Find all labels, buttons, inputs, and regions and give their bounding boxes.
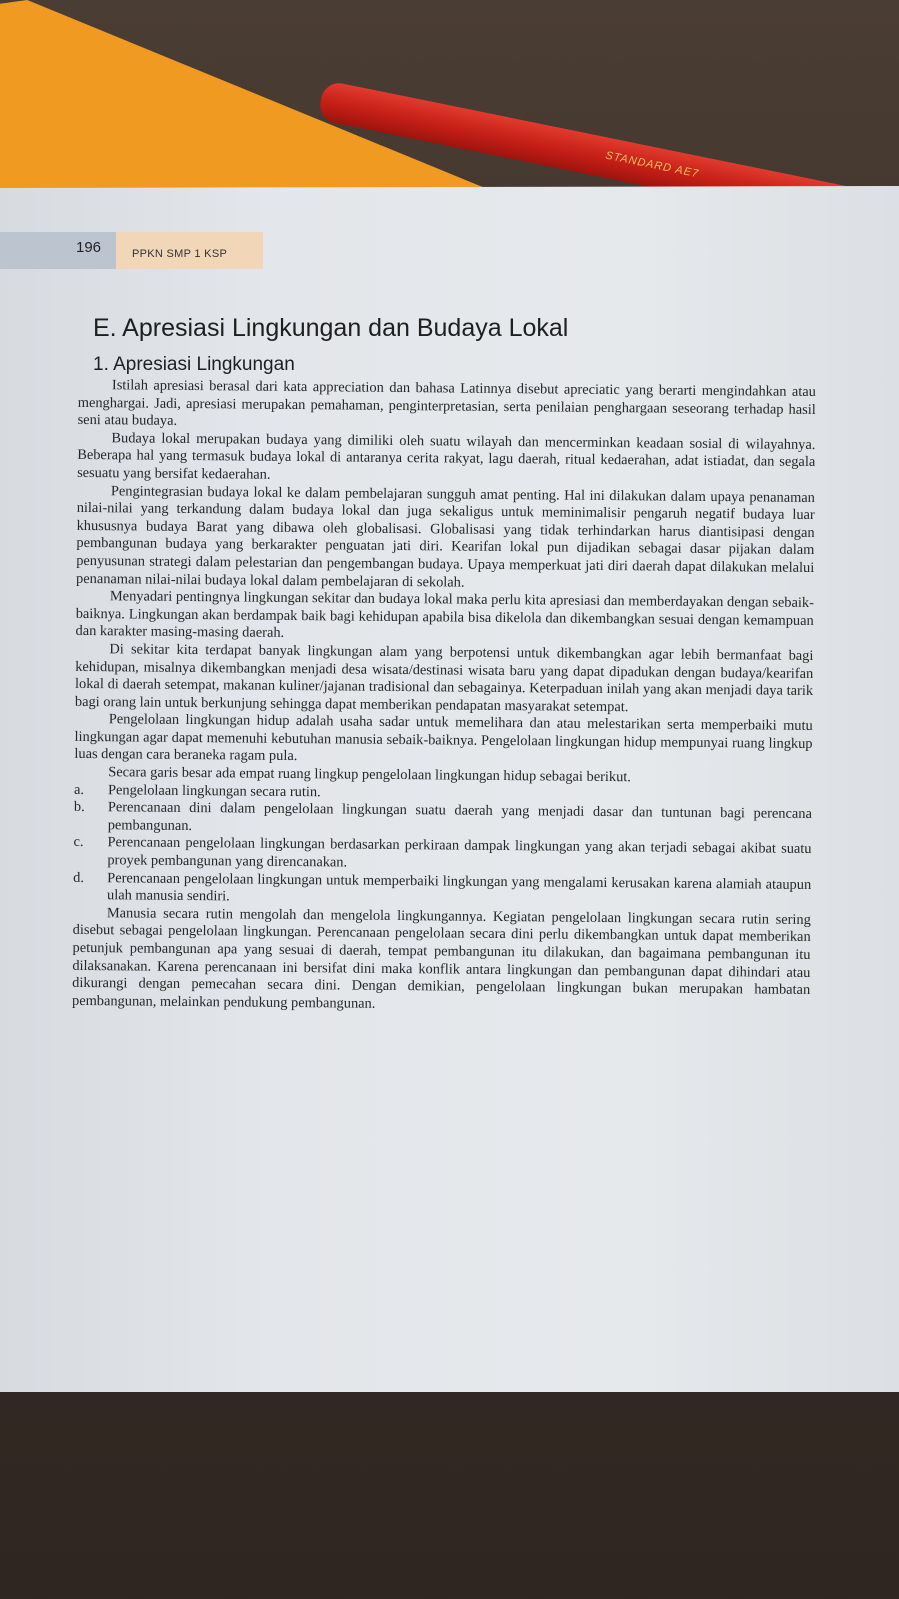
- body-text: [72, 377, 816, 1017]
- paragraph-3: Pengintegrasian budaya lokal ke dalam pembelajaran sungguh amat penting. Hal ini dilakukan dalam upaya penanaman nilai-nilai yang terkandung dalam budaya lokal dan juga sekaligus untuk meminimalisir pengaruh negatif budaya luar khususnya budaya Barat yang dibawa oleh globalisasi. Globalisasi yang tidak terhindarkan harus diantisipasi dengan pembangunan budaya yang berkarakter penguatan jati diri. Kearifan lokal pun dijadikan sebagai dasar pijakan dalam penyusunan strategi dalam pelestarian dan pengembangan budaya. Upaya memperkuat jati diri daerah dapat dilakukan melalui penanaman nilai-nilai budaya lokal dalam pembelajaran di sekolah.: [76, 482, 815, 591]
- list-text: Perencanaan pengelolaan lingkungan berdasarkan perkiraan dampak lingkungan yang akan terjadi sebagai akibat suatu proyek pembangunan yang direncanakan.: [107, 834, 812, 871]
- page-number: 196: [76, 239, 102, 256]
- paragraph-4: Menyadari pentingnya lingkungan sekitar dan budaya lokal maka perlu kita apresiasi dan memberdayakan dengan sebaik-baiknya. Lingkungan akan berdampak baik bagi kehidupan apabila bisa dikelola dan dikembangkan sesuai dengan kemampuan dan karakter masing-masing daerah.: [75, 588, 814, 642]
- list-marker: c.: [73, 834, 84, 851]
- list-intro: Secara garis besar ada empat ruang lingkup pengelolaan lingkungan hidup sebagai berikut.: [108, 764, 631, 786]
- list-marker: d.: [73, 869, 85, 886]
- subsection-title: 1. Apresiasi Lingkungan: [93, 354, 295, 375]
- list-marker: a.: [73, 781, 85, 798]
- paragraph-1: Istilah apresiasi berasal dari kata appreciation dan bahasa Latinnya disebut apreciatic yang berarti mengindahkan atau menghargai. Jadi, apresiasi merupakan pemahaman, penginterpretasian, serta penilaian penghargaan seseorang terhadap hasil seni atau budaya.: [77, 377, 816, 430]
- paragraph-6: Pengelolaan lingkungan hidup adalah usaha sadar untuk memelihara dan atau melestarikan serta memperbaiki mutu lingkungan agar dapat memenuhi kebutuhan manusia sebaik-baiknya. Pengelolaan lingkungan hidup mempunyai ruang lingkup luas dengan cara beraneka ragam pula.: [74, 711, 813, 765]
- list-item: [73, 870, 811, 912]
- paragraph-2: Budaya lokal merupakan budaya yang dimiliki oleh suatu wilayah dan mencerminkan keadaan sosial di wilayahnya. Beberapa hal yang termasuk budaya lokal di antaranya cerita rakyat, lagu daerah, ritual kedaerahan, adat istiadat, dan segala sesuatu yang bersifat kedaerahan.: [77, 430, 816, 483]
- running-head: PPKN SMP 1 KSP: [132, 248, 228, 260]
- list-text: Perencanaan pengelolaan lingkungan untuk memperbaiki lingkungan yang mengalami kerusakan karena alamiah ataupun ulah manusia sendiri.: [106, 869, 812, 905]
- list-text: Pengelolaan lingkungan secara rutin.: [107, 781, 321, 800]
- scope-list: [73, 782, 812, 912]
- list-text: Perencanaan dini dalam pengelolaan lingkungan suatu daerah yang menjadi dasar dan tuntunan bagi perencana pembangunan.: [107, 799, 812, 834]
- closing-paragraph: Manusia secara rutin mengolah dan mengelola lingkungannya. Kegiatan pengelolaan lingkungan secara rutin sering disebut sebagai pengelolaan lingkungan. Perencanaan pengelolaan secara dini perlu dikembangkan untuk dapat memberikan petunjuk pembangunan apa yang sesuai di daerah, tempat pembangunan itu dilakukan, dan bagaimana pembangunan itu dilaksanakan. Karena perencanaan ini bersifat dini maka konflik antara lingkungan dan pembangunan dapat dihindari atau dikurangi dengan pemecahan secara dini. Dengan demikian, pengelolaan lingkungan bukan merupakan hambatan pembangunan, melainkan pendukung pembangunan.: [71, 905, 811, 1012]
- section-title: E. Apresiasi Lingkungan dan Budaya Lokal: [93, 314, 569, 342]
- list-marker: b.: [73, 799, 85, 816]
- paragraph-5: Di sekitar kita terdapat banyak lingkungan alam yang berpotensi untuk dikembangkan agar lebih bermanfaat bagi kehidupan, misalnya dikembangkan menjadi desa wisata/destinasi wisata baru yang dapat dipadukan dengan budaya/kearifan lokal di daerah setempat, makanan kuliner/jajanan tradisional dan sebagainya. Keterpaduan inilah yang akan menjadi daya tarik bagi orang lain untuk berkunjung sehingga dapat memberikan pendapatan masyarakat setempat.: [74, 641, 814, 715]
- pen-label: STANDARD AE7: [604, 149, 701, 181]
